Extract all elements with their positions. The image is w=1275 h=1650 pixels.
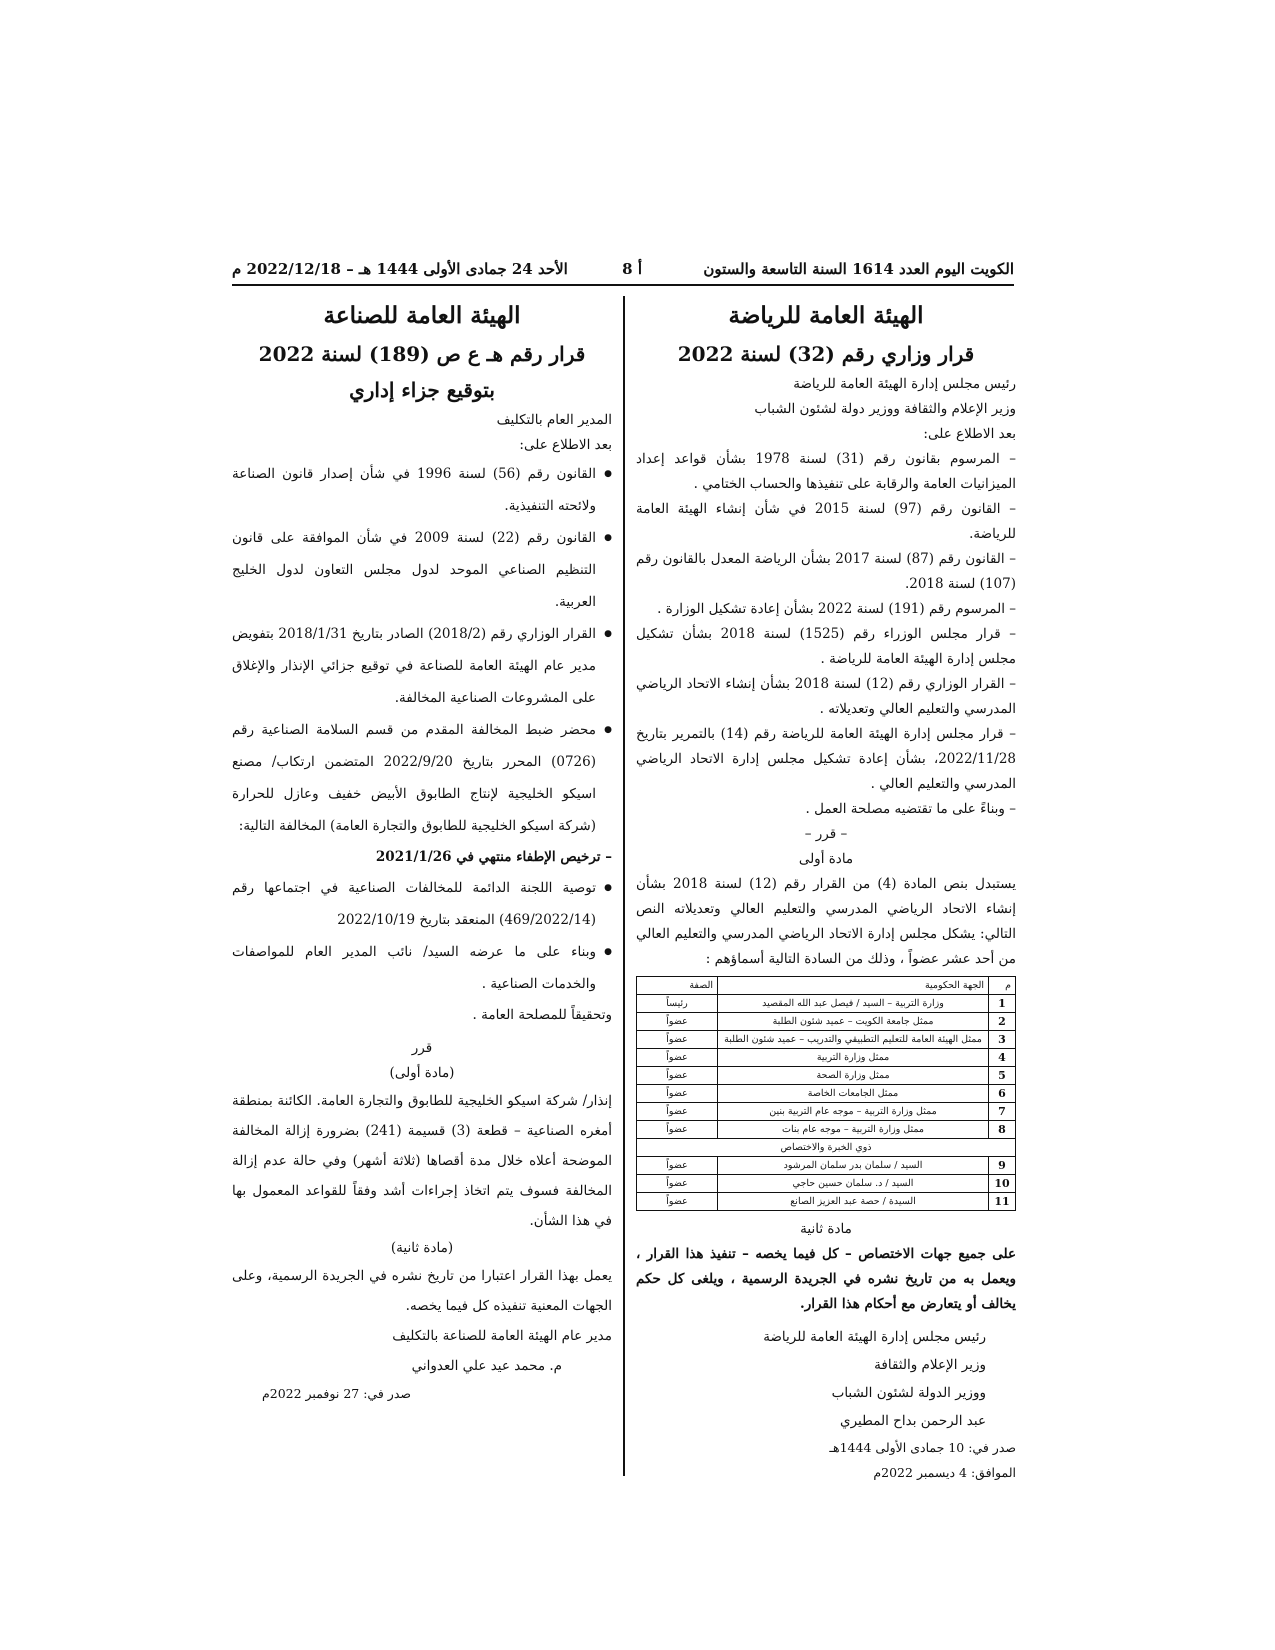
header-divider — [232, 284, 1014, 286]
issuer-line: وزير الإعلام والثقافة ووزير دولة لشئون الشباب — [754, 401, 1016, 417]
signature-name: م. محمد عيد علي العدواني — [411, 1358, 562, 1374]
public-interest-line: وتحقيقاً للمصلحة العامة . — [472, 1007, 612, 1023]
member-entity: ممثل وزارة التربية – موجه عام بنات — [718, 1121, 989, 1139]
table-row — [637, 1121, 1016, 1139]
member-role: عضواً — [637, 1031, 718, 1049]
board-members-table — [636, 976, 1016, 1211]
row-number: 9 — [989, 1157, 1016, 1175]
section-title: الهيئة العامة للرياضة — [728, 302, 924, 329]
header-date: الأحد 24 جمادى الأولى 1444 هـ – 2022/12/18 م — [232, 260, 568, 278]
article-heading: (مادة ثانية) — [390, 1240, 454, 1256]
decided-heading: قرر — [411, 1040, 433, 1056]
reference-list — [232, 872, 612, 1000]
article-text: يستبدل بنص المادة (4) من القرار رقم (12) لسنة 2018 بشأن إنشاء الاتحاد الرياضي المدرسي والتعليم العالي وتعديلاته النص التالي: يشكل مجلس إدارة الاتحاد الرياضي المدرسي والتعليم العالي من أحد عشر عضواً ، وذلك من السادة التالية أسماؤهم : — [636, 876, 1016, 967]
reference-item: ● وبناء على ما عرضه السيد/ نائب المدير العام للمواصفات والخدمات الصناعية . — [232, 936, 612, 1000]
signature-line: ووزير الدولة لشئون الشباب — [831, 1385, 986, 1401]
review-heading: بعد الاطلاع على: — [519, 437, 612, 453]
table-section-row — [637, 1139, 1016, 1157]
header-page-number: أ 8 — [622, 260, 642, 278]
row-number: 10 — [989, 1175, 1016, 1193]
column-divider — [623, 296, 625, 1476]
member-entity: السيدة / حصة عبد العزيز الصانع — [718, 1193, 989, 1211]
reference-item: – القانون رقم (97) لسنة 2015 في شأن إنشاء الهيئة العامة للرياضة. — [636, 501, 1016, 542]
issue-date: صدر في: 27 نوفمبر 2022م — [262, 1386, 411, 1401]
member-role: عضواً — [637, 1175, 718, 1193]
member-role: عضواً — [637, 1013, 718, 1031]
member-entity: ممثل وزارة الصحة — [718, 1067, 989, 1085]
reference-item: – المرسوم بقانون رقم (31) لسنة 1978 بشأن قواعد إعداد الميزانيات العامة والرقابة على تنفيذها والحساب الختامي . — [636, 451, 1016, 492]
table-row — [637, 995, 1016, 1013]
member-entity: وزارة التربية – السيد / فيصل عبد الله المقصيد — [718, 995, 989, 1013]
decision-subject: بتوقيع جزاء إداري — [349, 378, 495, 402]
member-role: رئيساً — [637, 995, 718, 1013]
row-number: 4 — [989, 1049, 1016, 1067]
table-row — [637, 1013, 1016, 1031]
table-header-row — [637, 977, 1016, 995]
member-role: عضواً — [637, 1121, 718, 1139]
reference-item: ● القانون رقم (56) لسنة 1996 في شأن إصدار قانون الصناعة ولائحته التنفيذية. — [232, 458, 612, 522]
member-role: عضواً — [637, 1085, 718, 1103]
row-number: 2 — [989, 1013, 1016, 1031]
member-role: عضواً — [637, 1157, 718, 1175]
table-row — [637, 1085, 1016, 1103]
issuer-line: رئيس مجلس إدارة الهيئة العامة للرياضة — [793, 376, 1016, 392]
reference-item: – قرار مجلس إدارة الهيئة العامة للرياضة رقم (14) بالتمرير بتاريخ 2022/11/28، بشأن إعادة تشكيل مجلس إدارة الاتحاد الرياضي المدرسي والتعليم العالي . — [636, 726, 1016, 792]
member-role: عضواً — [637, 1103, 718, 1121]
member-entity: ممثل وزارة التربية – موجه عام التربية بنين — [718, 1103, 989, 1121]
table-row — [637, 1049, 1016, 1067]
issue-date-gregorian: الموافق: 4 ديسمبر 2022م — [873, 1465, 1016, 1480]
reference-item: – قرار مجلس الوزراء رقم (1525) لسنة 2018 بشأن تشكيل مجلس إدارة الهيئة العامة للرياضة . — [636, 626, 1016, 667]
issue-date-hijri: صدر في: 10 جمادى الأولى 1444هـ — [829, 1440, 1016, 1455]
column-header: الجهة الحكومية — [718, 977, 989, 995]
reference-item: – القرار الوزاري رقم (12) لسنة 2018 بشأن إنشاء الاتحاد الرياضي المدرسي والتعليم العالي وتعديلاته . — [636, 676, 1016, 717]
signature-line: رئيس مجلس إدارة الهيئة العامة للرياضة — [763, 1329, 986, 1345]
member-entity: ممثل الجامعات الخاصة — [718, 1085, 989, 1103]
row-number: 5 — [989, 1067, 1016, 1085]
sports-authority-decision — [636, 296, 1016, 1485]
header-issue: الكويت اليوم العدد 1614 السنة التاسعة والستون — [703, 260, 1014, 278]
table-row — [637, 1031, 1016, 1049]
member-role: عضواً — [637, 1049, 718, 1067]
table-row — [637, 1175, 1016, 1193]
signature-title: مدير عام الهيئة العامة للصناعة بالتكليف — [392, 1328, 612, 1344]
issuer-line: المدير العام بالتكليف — [496, 412, 612, 428]
row-number: 1 — [989, 995, 1016, 1013]
member-entity: ممثل جامعة الكويت – عميد شئون الطلبة — [718, 1013, 989, 1031]
row-number: 11 — [989, 1193, 1016, 1211]
table-row — [637, 1157, 1016, 1175]
row-number: 6 — [989, 1085, 1016, 1103]
reference-item: – وبناءً على ما تقتضيه مصلحة العمل . — [805, 801, 1016, 817]
reference-item: – القانون رقم (87) لسنة 2017 بشأن الرياضة المعدل بالقانون رقم (107) لسنة 2018. — [636, 551, 1016, 592]
reference-item: – المرسوم رقم (191) لسنة 2022 بشأن إعادة تشكيل الوزارة . — [657, 601, 1016, 617]
article-text: إنذار/ شركة اسيكو الخليجية للطابوق والتجارة العامة. الكائنة بمنطقة أمغره الصناعية – قطعة (3) قسيمة (241) بضرورة إزالة المخالفة الموضحة أعلاه خلال مدة أقصاها (ثلاثة أشهر) وفي حالة عدم إزالة المخالفة فسوف يتم اتخاذ إجراءات أشد وفقاً للقواعد المعمول بها في هذا الشأن. — [232, 1093, 613, 1229]
member-entity: السيد / سلمان بدر سلمان المرشود — [718, 1157, 989, 1175]
table-row — [637, 1067, 1016, 1085]
decision-number: قرار وزاري رقم (32) لسنة 2022 — [677, 342, 975, 366]
reference-item: ● القرار الوزاري رقم (2018/2) الصادر بتاريخ 2018/1/31 بتفويض مدير عام الهيئة العامة للصناعة في توقيع جزائي الإنذار والإغلاق على المشروعات الصناعية المخالفة. — [232, 618, 612, 714]
row-number: 3 — [989, 1031, 1016, 1049]
signature-name: عبد الرحمن بداح المطيري — [840, 1413, 986, 1429]
row-number: 7 — [989, 1103, 1016, 1121]
row-number: 8 — [989, 1121, 1016, 1139]
signature-line: وزير الإعلام والثقافة — [874, 1357, 986, 1373]
reference-item: ● القانون رقم (22) لسنة 2009 في شأن الموافقة على قانون التنظيم الصناعي الموحد لدول مجلس التعاون لدول الخليج العربية. — [232, 522, 612, 618]
table-row — [637, 1193, 1016, 1211]
article-text: على جميع جهات الاختصاص – كل فيما يخصه – تنفيذ هذا القرار ، ويعمل به من تاريخ نشره في الجريدة الرسمية ، ويلغى كل حكم يخالف أو يتعارض مع أحكام هذا القرار. — [636, 1246, 1016, 1312]
column-header: الصفة — [637, 977, 718, 995]
section-title: الهيئة العامة للصناعة — [323, 302, 521, 329]
reference-item: ● توصية اللجنة الدائمة للمخالفات الصناعية في اجتماعها رقم (469/2022/14) المنعقد بتاريخ 2022/10/19 — [232, 872, 612, 936]
section-label: ذوي الخبرة والاختصاص — [637, 1139, 1016, 1157]
signature-block — [636, 1323, 1016, 1435]
column-header: م — [989, 977, 1016, 995]
article-heading: (مادة أولى) — [389, 1065, 455, 1081]
reference-item: ● محضر ضبط المخالفة المقدم من قسم السلامة الصناعية رقم (0726) المحرر بتاريخ 2022/9/20 المتضمن ارتكاب/ مصنع اسيكو الخليجية لإنتاج الطابوق الأبيض خفيف وعازل للحرارة (شركة اسيكو الخليجية للطابوق والتجارة العامة) المخالفة التالية: — [232, 714, 612, 842]
decision-number: قرار رقم هـ ع ص (189) لسنة 2022 — [258, 342, 586, 366]
member-role: عضواً — [637, 1067, 718, 1085]
article-text: يعمل بهذا القرار اعتبارا من تاريخ نشره في الجريدة الرسمية، وعلى الجهات المعنية تنفيذه كل فيما يخصه. — [232, 1268, 612, 1314]
page-header — [232, 254, 1014, 282]
member-role: عضواً — [637, 1193, 718, 1211]
member-entity: ممثل الهيئة العامة للتعليم التطبيقي والتدريب – عميد شئون الطلبة — [718, 1031, 989, 1049]
reference-list — [232, 458, 612, 842]
table-row — [637, 1103, 1016, 1121]
industry-authority-decision — [232, 296, 612, 1406]
article-heading: مادة أولى — [798, 851, 854, 867]
decided-heading: – قرر – — [804, 826, 848, 842]
article-heading: مادة ثانية — [800, 1221, 852, 1237]
member-entity: السيد / د. سلمان حسين حاجي — [718, 1175, 989, 1193]
member-entity: ممثل وزارة التربية — [718, 1049, 989, 1067]
review-heading: بعد الاطلاع على: — [923, 426, 1016, 442]
violation-item: – ترخيص الإطفاء منتهي في 2021/1/26 — [375, 849, 612, 865]
